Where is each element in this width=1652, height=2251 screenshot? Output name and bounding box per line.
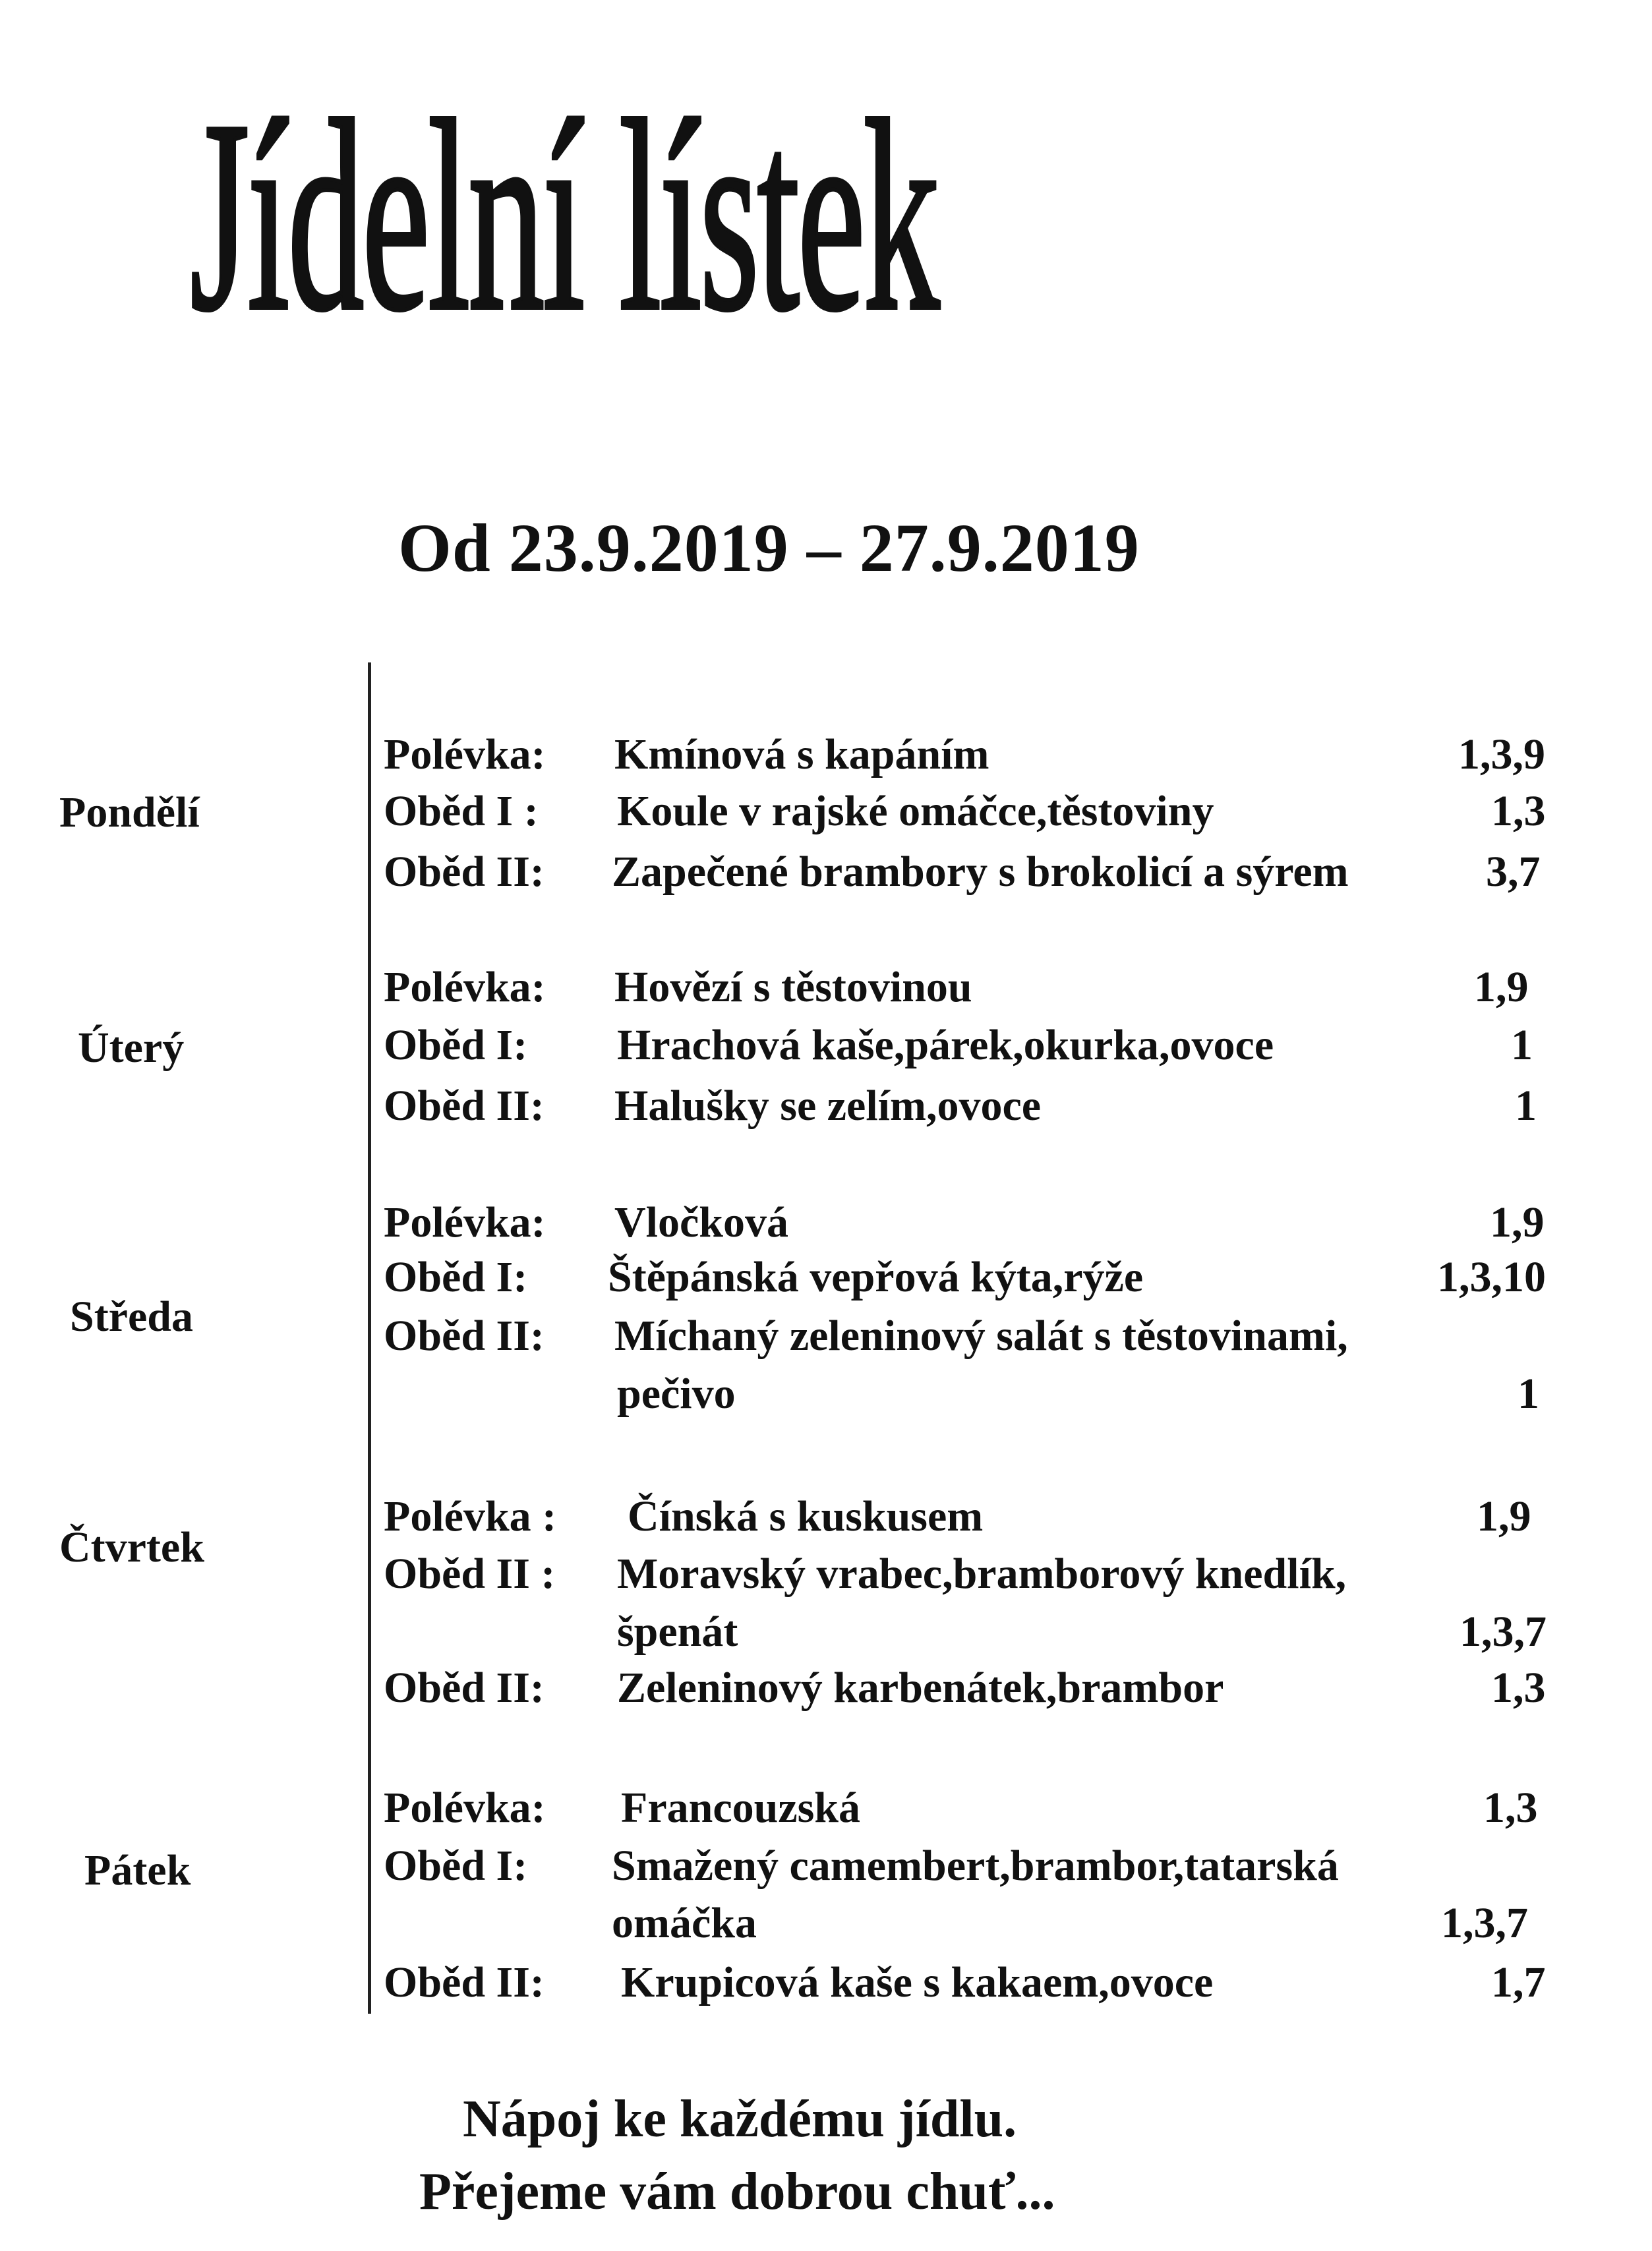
dish-name: Čínská s kuskusem (628, 1492, 984, 1540)
dish-name: Koule v rajské omáčce,těstoviny (617, 787, 1214, 835)
allergen-codes: 1,3,9 (1458, 730, 1545, 778)
dish-name: Štěpánská vepřová kýta,rýže (608, 1253, 1144, 1301)
allergen-codes: 1,7 (1491, 1958, 1546, 2006)
allergen-codes: 1,3,7 (1441, 1899, 1528, 1947)
course-label: Oběd II: (384, 848, 545, 896)
allergen-codes: 1,3 (1491, 787, 1546, 835)
dish-name: Smažený camembert,brambor,tatarská (612, 1842, 1339, 1890)
course-label: Oběd II: (384, 1664, 545, 1712)
course-label: Oběd II: (384, 1958, 545, 2006)
day-label-monday: Pondělí (59, 788, 200, 836)
allergen-codes: 1 (1515, 1082, 1537, 1130)
course-label: Oběd I: (384, 1842, 528, 1890)
date-range: Od 23.9.2019 – 27.9.2019 (398, 510, 1140, 586)
course-label: Oběd II: (384, 1082, 545, 1130)
allergen-codes: 1,9 (1477, 1492, 1531, 1540)
day-label-wednesday: Středa (70, 1293, 193, 1341)
dish-name-continued: pečivo (617, 1370, 736, 1418)
dish-name: Francouzská (621, 1784, 860, 1832)
course-label: Oběd I: (384, 1253, 528, 1301)
dish-name: Krupicová kaše s kakaem,ovoce (621, 1958, 1214, 2006)
page-title: Jídelní lístek (190, 64, 938, 367)
allergen-codes: 1,3 (1483, 1784, 1538, 1832)
course-label: Oběd II: (384, 1312, 545, 1360)
allergen-codes: 1,9 (1490, 1198, 1545, 1246)
allergen-codes: 1,3,10 (1437, 1253, 1546, 1301)
dish-name: Zeleninový karbenátek,brambor (617, 1664, 1224, 1712)
dish-name: Kmínová s kapáním (614, 730, 989, 778)
dish-name-continued: špenát (617, 1608, 738, 1656)
course-label: Polévka: (384, 963, 546, 1011)
allergen-codes: 1 (1511, 1021, 1533, 1069)
allergen-codes: 1,3 (1491, 1664, 1546, 1712)
allergen-codes: 1,3,7 (1460, 1608, 1547, 1656)
dish-name: Moravský vrabec,bramborový knedlík, (617, 1550, 1347, 1598)
dish-name: Hovězí s těstovinou (614, 963, 972, 1011)
course-label: Oběd I : (384, 787, 539, 835)
course-label: Polévka: (384, 1784, 546, 1832)
course-label: Polévka: (384, 730, 546, 778)
course-label: Oběd I: (384, 1021, 528, 1069)
dish-name-continued: omáčka (612, 1899, 757, 1947)
allergen-codes: 3,7 (1486, 848, 1541, 896)
dish-name: Míchaný zeleninový salát s těstovinami, (614, 1312, 1348, 1360)
course-label: Polévka: (384, 1198, 546, 1246)
dish-name: Vločková (614, 1198, 788, 1246)
day-label-tuesday: Úterý (78, 1024, 185, 1072)
day-label-friday: Pátek (84, 1846, 191, 1894)
course-label: Oběd II : (384, 1550, 556, 1598)
footer-greeting: Přejeme vám dobrou chuť... (419, 2163, 1055, 2221)
dish-name: Halušky se zelím,ovoce (614, 1082, 1042, 1130)
dish-name: Zapečené brambory s brokolicí a sýrem (612, 848, 1349, 896)
allergen-codes: 1,9 (1474, 963, 1529, 1011)
allergen-codes: 1 (1518, 1370, 1539, 1418)
footer-drink-note: Nápoj ke každému jídlu. (463, 2090, 1017, 2148)
column-divider (368, 662, 371, 2014)
day-label-thursday: Čtvrtek (59, 1523, 204, 1571)
dish-name: Hrachová kaše,párek,okurka,ovoce (617, 1021, 1274, 1069)
course-label: Polévka : (384, 1492, 557, 1540)
